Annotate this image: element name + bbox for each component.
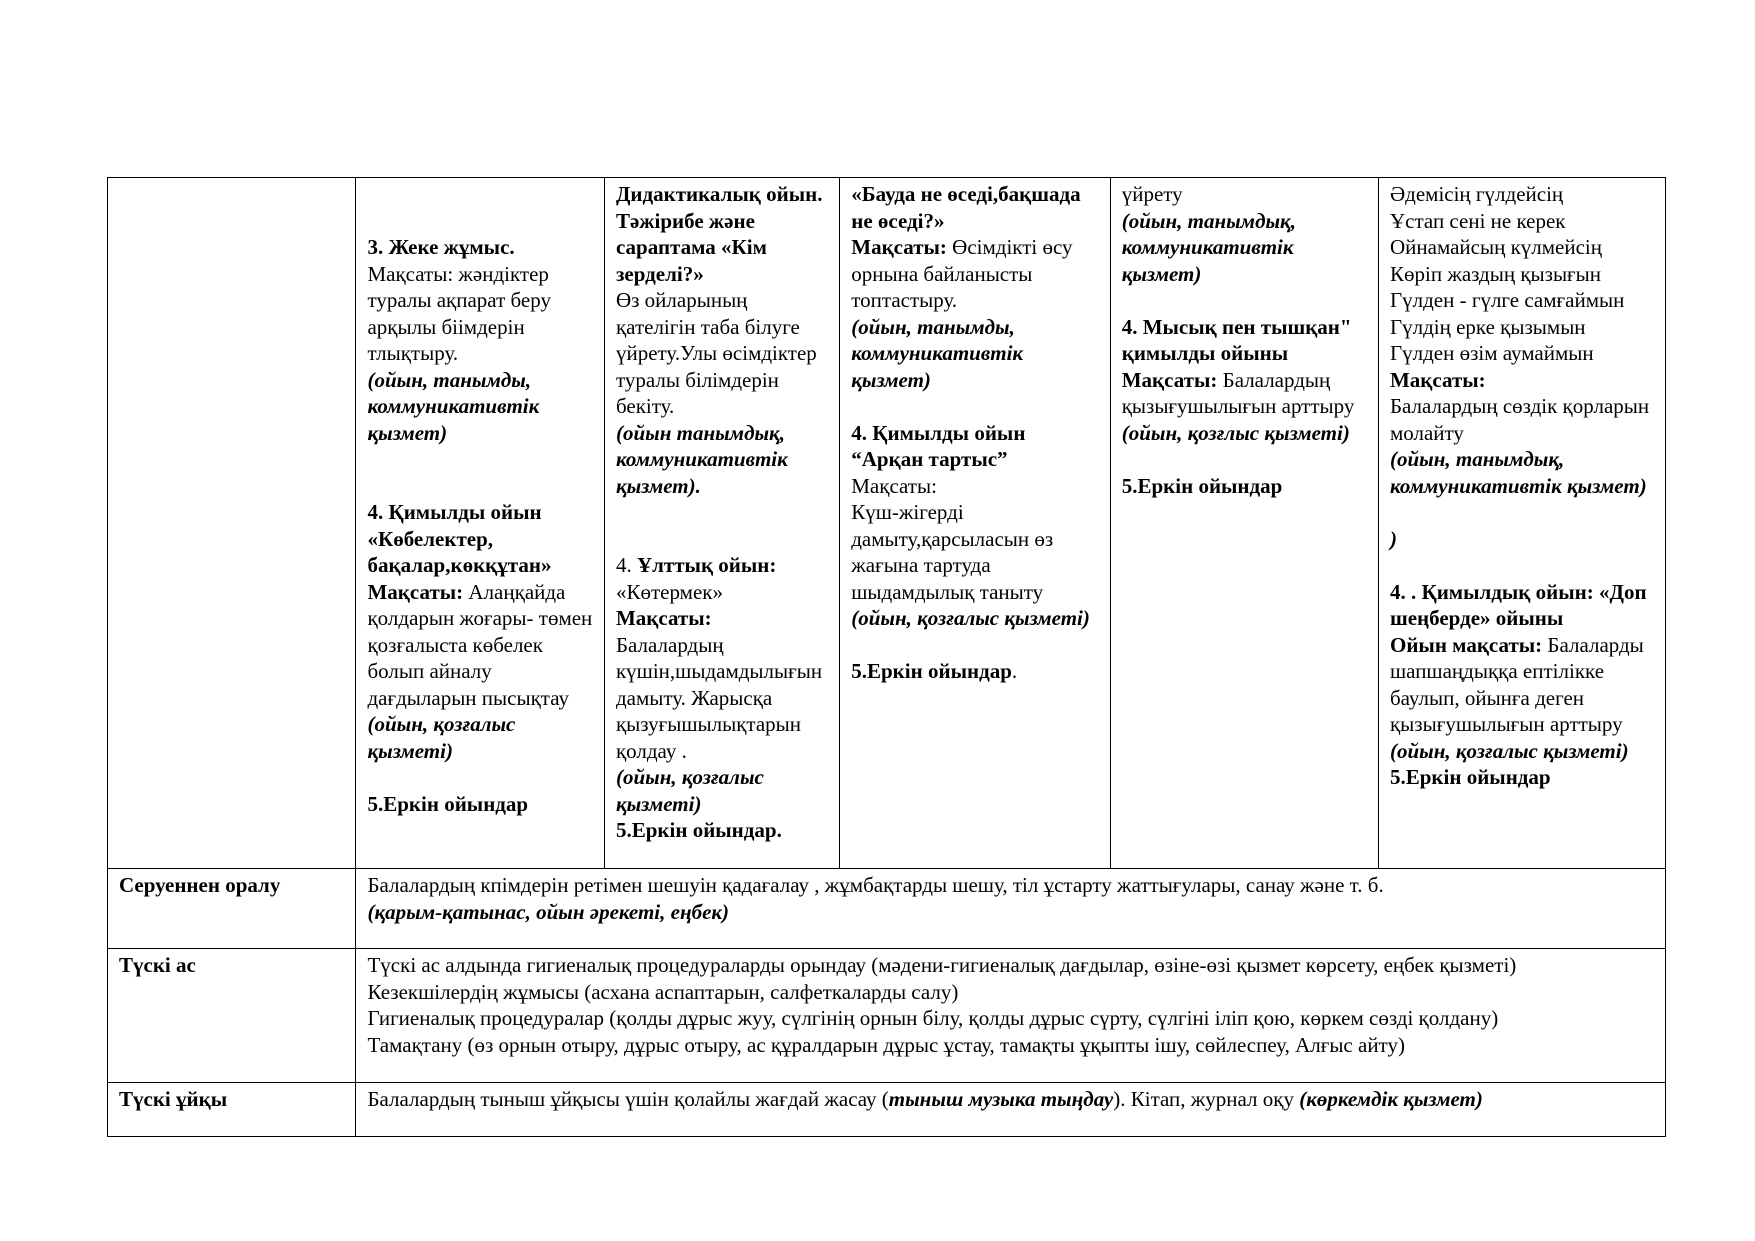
activity-type: (ойын, танымдық, коммуникативтік қызмет) bbox=[1121, 208, 1296, 286]
row-label: Серуеннен оралу bbox=[108, 869, 356, 949]
purpose-label: Мақсаты: bbox=[851, 235, 947, 259]
content-text: Балалардың кпімдерін ретімен шешуін қадағалау , жұмбақтарды шешу, тіл ұстарту жаттығулары, санау және т. б. bbox=[367, 873, 1384, 897]
game-purpose: Балалардың күшін,шыдамдылығын дамыту. Жарысқа қызуғышылықтарын қолдау . bbox=[615, 632, 823, 763]
tuesday-cell bbox=[604, 178, 839, 869]
return-from-walk-row bbox=[108, 869, 1666, 949]
purpose-label: Мақсаты: bbox=[1389, 367, 1486, 392]
row-content bbox=[356, 949, 1666, 1083]
didactic-game-heading: Дидактикалық ойын. Тәжірибе және сараптама «Кім зерделі?» bbox=[615, 182, 823, 286]
game-type: (ойын, қозғалыс қызметі) bbox=[615, 765, 764, 816]
free-play: 5.Еркін ойындар. bbox=[615, 818, 782, 842]
purpose-text: Балалардың сөздік қорларын молайту bbox=[1389, 394, 1650, 445]
activity-type: (ойын, танымды, коммуникативтік қызмет) bbox=[851, 314, 1024, 392]
game-heading: «Бауда не өседі,бақшада не өседі?» bbox=[851, 182, 1081, 233]
game-type: (ойын, қозғалыс қызметі) bbox=[1389, 738, 1629, 763]
free-play: 5.Еркін ойындар bbox=[1389, 765, 1551, 789]
game-title: 4. Қимылды ойын “Арқан тартыс” bbox=[851, 420, 1026, 471]
individual-work-heading: . Жеке жұмыс. bbox=[377, 235, 515, 259]
content-text: Балалардың тыныш ұйқысы үшін қолайлы жағдай жасау ( bbox=[367, 1087, 889, 1111]
activity-tag: тыныш музыка тыңдау bbox=[888, 1087, 1114, 1111]
game-purpose-label: Мақсаты: bbox=[367, 579, 464, 604]
monday-cell bbox=[356, 178, 604, 869]
game-purpose: Күш-жігерді дамыту,қарсыласын өз жағына тартуда шыдамдылық таныту bbox=[851, 500, 1054, 604]
activity-tag: (көркемдік қызмет) bbox=[1299, 1087, 1483, 1111]
game-purpose-label: Мақсаты: bbox=[1121, 367, 1218, 392]
game-type: (ойын, қозғлыс қызметі) bbox=[1121, 420, 1350, 445]
row-label-empty bbox=[108, 178, 356, 869]
stray-parenthesis: ) bbox=[1389, 526, 1397, 551]
row-label: Түскі ұйқы bbox=[108, 1083, 356, 1137]
wednesday-cell bbox=[840, 178, 1110, 869]
daily-plan-table bbox=[107, 177, 1666, 1137]
purpose-text: Өз ойларының қателігін таба білуге үйрету.Улы өсімдіктер туралы білімдерін бекіту. bbox=[615, 288, 817, 418]
content-line: Кезекшілердің жұмысы (асхана аспаптарын, салфеткаларды салу) bbox=[367, 979, 959, 1004]
free-play-period: . bbox=[1011, 659, 1018, 683]
heading-number: 3 bbox=[367, 235, 378, 259]
activity-tag: (қарым-қатынас, ойын әрекеті, еңбек) bbox=[367, 899, 730, 924]
free-play: 5.Еркін ойындар bbox=[851, 659, 1012, 683]
content-line: Түскі ас алдында гигиеналық процедураларды орындау (мәдени-гигиеналық дағдылар, өзіне-өзі қызмет көрсету, еңбек қызметі) bbox=[367, 953, 1517, 977]
purpose-text: Өсімдікті өсу орнына байланысты топтастыру. bbox=[851, 235, 1073, 312]
intro-text: үйрету bbox=[1121, 182, 1183, 206]
purpose-text: Мақсаты: жәндіктер туралы ақпарат беру арқылы біімдерін тлықтыру. bbox=[367, 261, 551, 365]
content-line: Тамақтану (өз орнын отыру, дұрыс отыру, ас құралдарын дұрыс ұстау, тамақты ұқыпты ішу, сөйлеспеу, Алғыс айту) bbox=[367, 1032, 1405, 1057]
thursday-cell bbox=[1110, 178, 1378, 869]
game-purpose: Балалардың қызығушылығын арттыру bbox=[1121, 367, 1355, 418]
content-line: Гигиеналық процедуралар (қолды дұрыс жуу, сүлгінің орнын білу, қолды дұрыс сүрту, сүлгіні іліп қою, көркем сөзді қолдану) bbox=[367, 1006, 1499, 1030]
game-type: (ойын, қозғалыс қызметі) bbox=[367, 712, 516, 763]
game-number: 4. bbox=[615, 553, 637, 577]
nap-row bbox=[108, 1083, 1666, 1137]
row-content bbox=[356, 869, 1666, 949]
game-purpose-label: Мақсаты: bbox=[851, 473, 937, 498]
free-play: 5.Еркін ойындар bbox=[1121, 473, 1283, 498]
friday-cell bbox=[1378, 178, 1665, 869]
game-name: «Көтермек» bbox=[615, 579, 723, 604]
game-title: 4. . Қимылдық ойын: «Доп шеңберде» ойыны bbox=[1389, 579, 1647, 630]
activity-type: (ойын, танымды, коммуникативтік қызмет) bbox=[367, 367, 540, 445]
game-purpose-label: Ойын мақсаты: bbox=[1389, 632, 1543, 657]
lunch-row bbox=[108, 949, 1666, 1083]
row-content bbox=[356, 1083, 1666, 1137]
content-text: ). Кітап, журнал оқу bbox=[1113, 1087, 1300, 1111]
game-title: 4. Мысық пен тышқан" қимылды ойыны bbox=[1121, 314, 1352, 365]
activity-type: (ойын танымдық, коммуникативтік қызмет). bbox=[615, 420, 788, 498]
row-label: Түскі ас bbox=[108, 949, 356, 1083]
game-title: 4. Қимылды ойын «Көбелектер, бақалар,көкқұтан» bbox=[367, 500, 552, 577]
game-title: Ұлттық ойын: bbox=[636, 553, 777, 577]
game-purpose: Алаңқайда қолдарын жоғары- төмен қозғалыста көбелек болып айналу дағдыларын пысықтау bbox=[367, 579, 593, 710]
poem-text: Әдемісің гүлдейсің Ұстап сені не керек Ойнамайсың күлмейсің Көріп жаздың қызығын Гүлден - гүлге самғаймын Гүлдің ерке қызымын Гүлден өзім аумаймын bbox=[1389, 182, 1625, 365]
free-play: 5.Еркін ойындар bbox=[367, 791, 529, 816]
game-type: (ойын, қозғалыс қызметі) bbox=[851, 606, 1090, 630]
walk-activities-row bbox=[108, 178, 1666, 869]
game-purpose: Балаларды шапшаңдыққа ептілікке баулып, ойынға деген қызығушылығын арттыру bbox=[1389, 632, 1644, 736]
game-purpose-label: Мақсаты: bbox=[615, 606, 712, 630]
activity-type: (ойын, танымдық, коммуникативтік қызмет) bbox=[1389, 447, 1647, 498]
